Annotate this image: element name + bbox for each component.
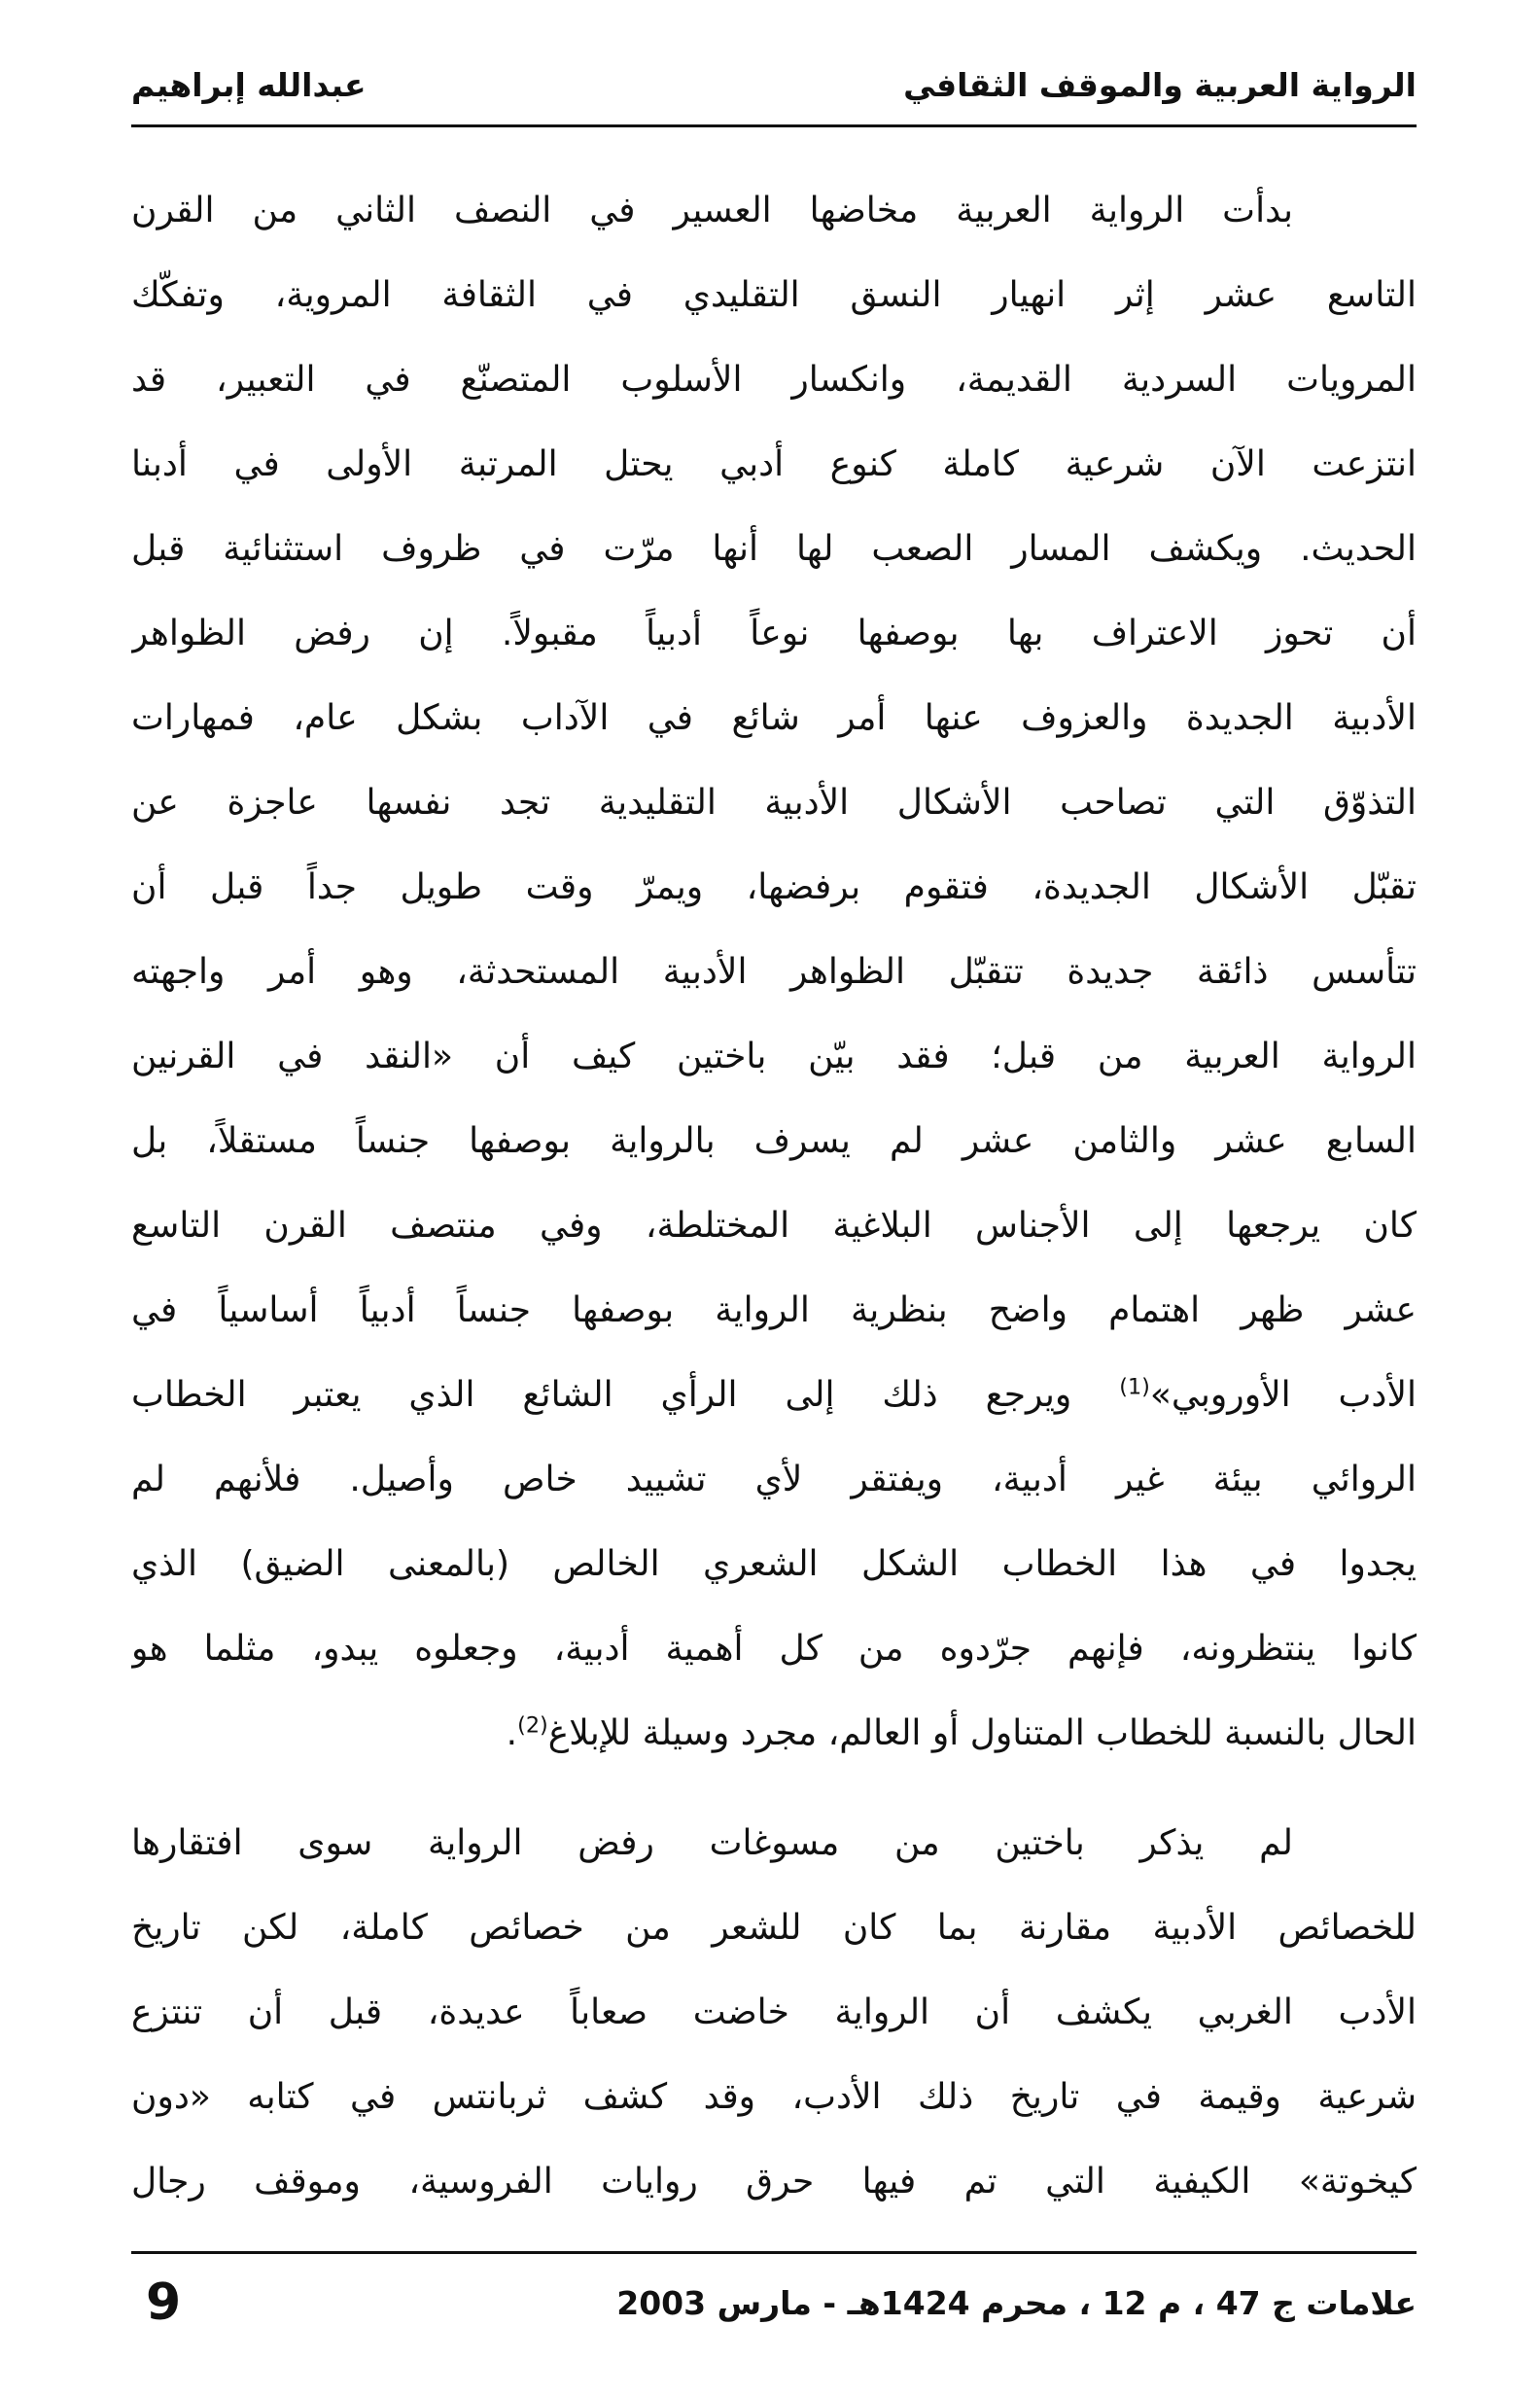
text-line: التذوّق التي تصاحب الأشكال الأدبية التقليدية تجد نفسها عاجزة عن: [131, 783, 1417, 823]
text-line: السابع عشر والثامن عشر لم يسرف بالرواية بوصفها جنساً مستقلاً، بل: [131, 1121, 1417, 1161]
footnote-ref: (2): [517, 1712, 548, 1739]
text-line: [131, 1353, 1417, 1437]
text-line: الروائي بيئة غير أدبية، ويفتقر لأي تشييد خاص وأصيل. فلأنهم لم: [131, 1460, 1417, 1499]
text-line: [131, 1691, 1417, 1776]
line-text: الحال بالنسبة للخطاب المتناول أو العالم، مجرد وسيلة للإبلاغ: [547, 1713, 1417, 1753]
text-line: شرعية وقيمة في تاريخ ذلك الأدب، وقد كشف ثربانتس في كتابه «دون: [131, 2077, 1417, 2117]
journal-issue: علامات ج 47 ، م 12 ، محرم 1424هـ - مارس 2003: [616, 2283, 1417, 2322]
line-text: الأدب الأوروبي»: [1149, 1375, 1417, 1415]
text-line: أن تحوز الاعتراف بها بوصفها نوعاً أدبياً مقبولاً. إن رفض الظواهر: [131, 614, 1417, 653]
header-rule: [131, 124, 1417, 127]
text-line: كيخوتة» الكيفية التي تم فيها حرق روايات الفروسية، وموقف رجال: [131, 2162, 1417, 2202]
text-line: المرويات السردية القديمة، وانكسار الأسلوب المتصنّع في التعبير، قد: [131, 360, 1417, 400]
line-text: .: [506, 1713, 518, 1753]
text-line: التاسع عشر إثر انهيار النسق التقليدي في الثقافة المروية، وتفكّك: [131, 275, 1417, 315]
running-head: [131, 56, 1417, 113]
text-line: الرواية العربية من قبل؛ فقد بيّن باختين كيف أن «النقد في القرنين: [131, 1037, 1417, 1076]
text-block: [131, 168, 1417, 2224]
text-line: للخصائص الأدبية مقارنة بما كان للشعر من خصائص كاملة، لكن تاريخ: [131, 1908, 1417, 1948]
text-line: كانوا ينتظرونه، فإنهم جرّدوه من كل أهمية أدبية، وجعلوه يبدو، مثلما هو: [131, 1629, 1417, 1669]
text-line: الحديث. ويكشف المسار الصعب لها أنها مرّت في ظروف استثنائية قبل: [131, 529, 1417, 569]
text-line: تقبّل الأشكال الجديدة، فتقوم برفضها، ويمرّ وقت طويل جداً قبل أن: [131, 867, 1417, 907]
paragraph: [131, 168, 1417, 1776]
text-line: يجدوا في هذا الخطاب الشكل الشعري الخالص (بالمعنى الضيق) الذي: [131, 1544, 1417, 1584]
text-line: انتزعت الآن شرعية كاملة كنوع أدبي يحتل المرتبة الأولى في أدبنا: [131, 444, 1417, 484]
text-line: عشر ظهر اهتمام واضح بنظرية الرواية بوصفها جنساً أدبياً أساسياً في: [131, 1290, 1417, 1330]
running-title: الرواية العربية والموقف الثقافي: [903, 65, 1417, 104]
text-line: بدأت الرواية العربية مخاضها العسير في النصف الثاني من القرن: [131, 191, 1293, 230]
running-author: عبدالله إبراهيم: [131, 65, 367, 104]
text-line: لم يذكر باختين من مسوغات رفض الرواية سوى افتقارها: [131, 1823, 1293, 1863]
text-line: الأدب الغربي يكشف أن الرواية خاضت صعاباً عديدة، قبل أن تنتزع: [131, 1992, 1417, 2032]
footnote-ref: (1): [1119, 1374, 1150, 1400]
page-footer: [131, 2273, 1417, 2332]
text-line: تتأسس ذائقة جديدة تتقبّل الظواهر الأدبية المستحدثة، وهو أمر واجهته: [131, 952, 1417, 992]
page-number: 9: [146, 2273, 182, 2332]
line-text: ويرجع ذلك إلى الرأي الشائع الذي يعتبر الخطاب: [131, 1375, 1120, 1415]
text-line: الأدبية الجديدة والعزوف عنها أمر شائع في الآداب بشكل عام، فمهارات: [131, 698, 1417, 738]
footer-rule: [131, 2251, 1417, 2254]
text-line: كان يرجعها إلى الأجناس البلاغية المختلطة، وفي منتصف القرن التاسع: [131, 1206, 1417, 1246]
paragraph: [131, 1801, 1417, 2224]
